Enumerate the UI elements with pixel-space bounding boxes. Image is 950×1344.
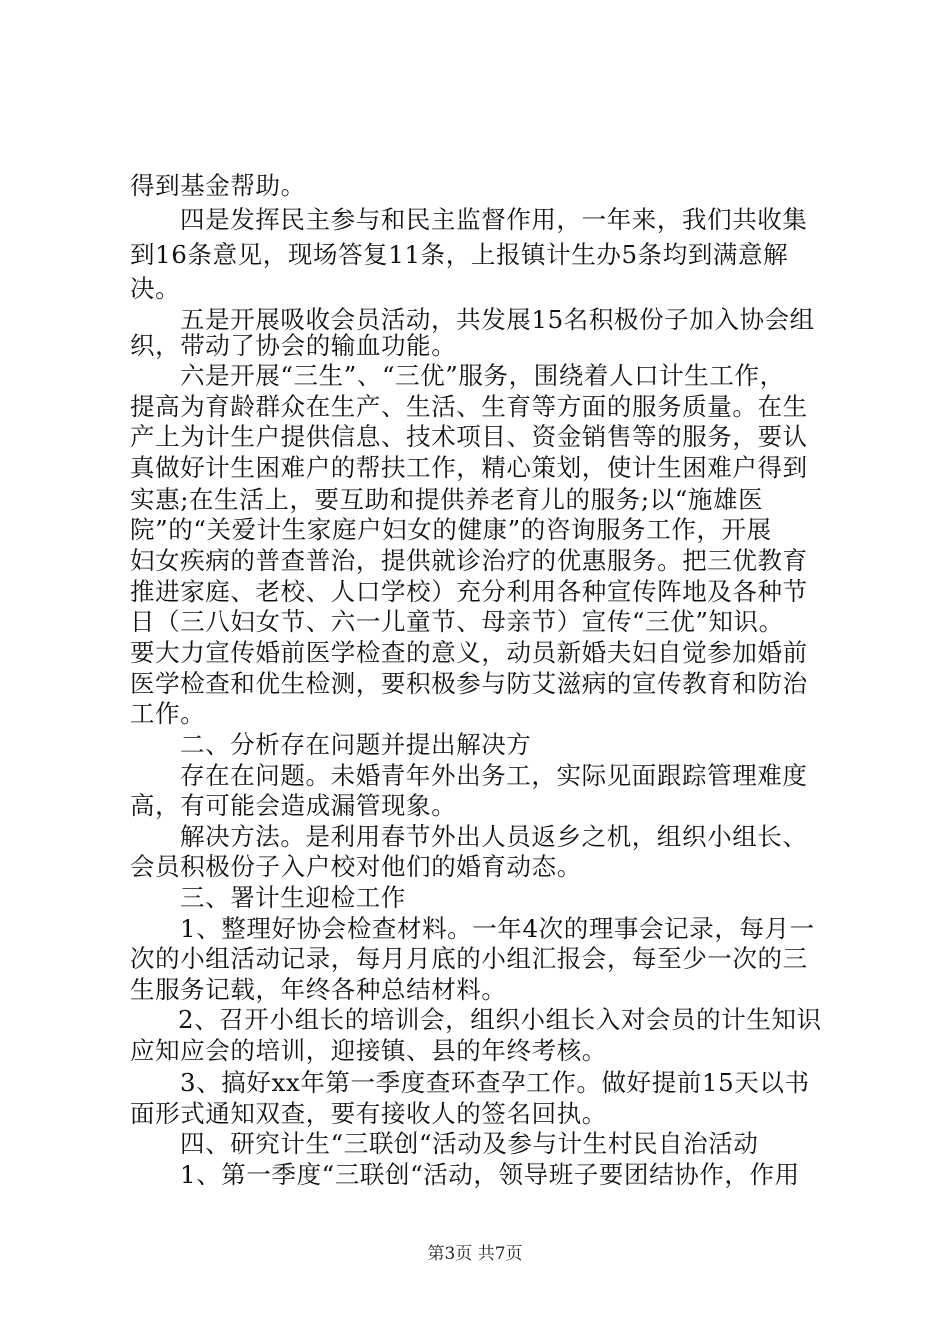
text-line: 2、召开小组长的培训会，组织小组长入对会员的计生知识 — [178, 1005, 822, 1034]
text-line: 到16条意见，现场答复11条，上报镇计生办5条均到满意解 — [130, 240, 789, 269]
section-heading: 二、分析存在问题并提出解决方 — [180, 730, 532, 759]
text-line: 生服务记载，年终各种总结材料。 — [130, 975, 507, 1004]
text-line: 次的小组活动记录，每月月底的小组汇报会，每至少一次的三 — [130, 944, 808, 973]
section-heading: 三、署计生迎检工作 — [180, 883, 406, 912]
section-heading: 四、研究计生“三联创“活动及参与计生村民自治活动 — [180, 1129, 759, 1158]
text-line: 六是开展“三生”、“三优”服务，围绕着人口计生工作， — [180, 361, 785, 390]
text-line: 织，带动了协会的输血功能。 — [130, 331, 457, 360]
text-line: 面形式通知双查，要有接收人的签名回执。 — [130, 1099, 607, 1128]
text-line: 妇女疾病的普查普治，提供就诊治疗的优惠服务。把三优教育 — [130, 546, 808, 575]
text-line: 存在在问题。未婚青年外出务工，实际见面跟踪管理难度 — [180, 761, 808, 790]
text-line: 院”的“关爱计生家庭户妇女的健康”的咨询服务工作，开展 — [130, 515, 772, 544]
text-line: 真做好计生困难户的帮扶工作，精心策划，使计生困难户得到 — [130, 453, 808, 482]
text-line: 应知应会的培训，迎接镇、县的年终考核。 — [130, 1036, 607, 1065]
text-line: 1、第一季度“三联创“活动，领导班子要团结协作，作用 — [180, 1160, 800, 1189]
text-line: 1、整理好协会检查材料。一年4次的理事会记录，每月一 — [180, 914, 815, 943]
text-line: 日（三八妇女节、六一儿童节、母亲节）宣传“三优”知识。 — [130, 607, 784, 636]
text-line: 解决方法。是利用春节外出人员返乡之机，组织小组长、 — [180, 822, 808, 851]
text-line: 四是发挥民主参与和民主监督作用，一年来，我们共收集 — [180, 205, 808, 234]
text-line: 会员积极份子入户校对他们的婚育动态。 — [130, 852, 582, 881]
text-line: 产上为计生户提供信息、技术项目、资金销售等的服务，要认 — [130, 422, 808, 451]
text-line: 五是开展吸收会员活动，共发展15名积极份子加入协会组 — [180, 305, 815, 334]
text-line: 提高为育龄群众在生产、生活、生育等方面的服务质量。在生 — [130, 392, 808, 421]
page-number-footer: 第3页 共7页 — [427, 1244, 523, 1264]
text-line: 得到基金帮助。 — [130, 171, 306, 200]
text-line: 医学检查和优生检测，要积极参与防艾滋病的宣传教育和防治 — [130, 669, 808, 698]
text-line: 推进家庭、老校、人口学校）充分利用各种宣传阵地及各种节 — [130, 577, 808, 606]
text-line: 决。 — [130, 274, 181, 303]
text-line: 高，有可能会造成漏管现象。 — [130, 791, 457, 820]
text-line: 实惠;在生活上，要互助和提供养老育儿的服务;以“施雄医 — [130, 485, 764, 514]
text-line: 要大力宣传婚前医学检查的意义，动员新婚夫妇自觉参加婚前 — [130, 638, 808, 667]
text-line: 工作。 — [130, 699, 206, 728]
text-line: 3、搞好xx年第一季度查环查孕工作。做好提前15天以书 — [180, 1068, 810, 1097]
